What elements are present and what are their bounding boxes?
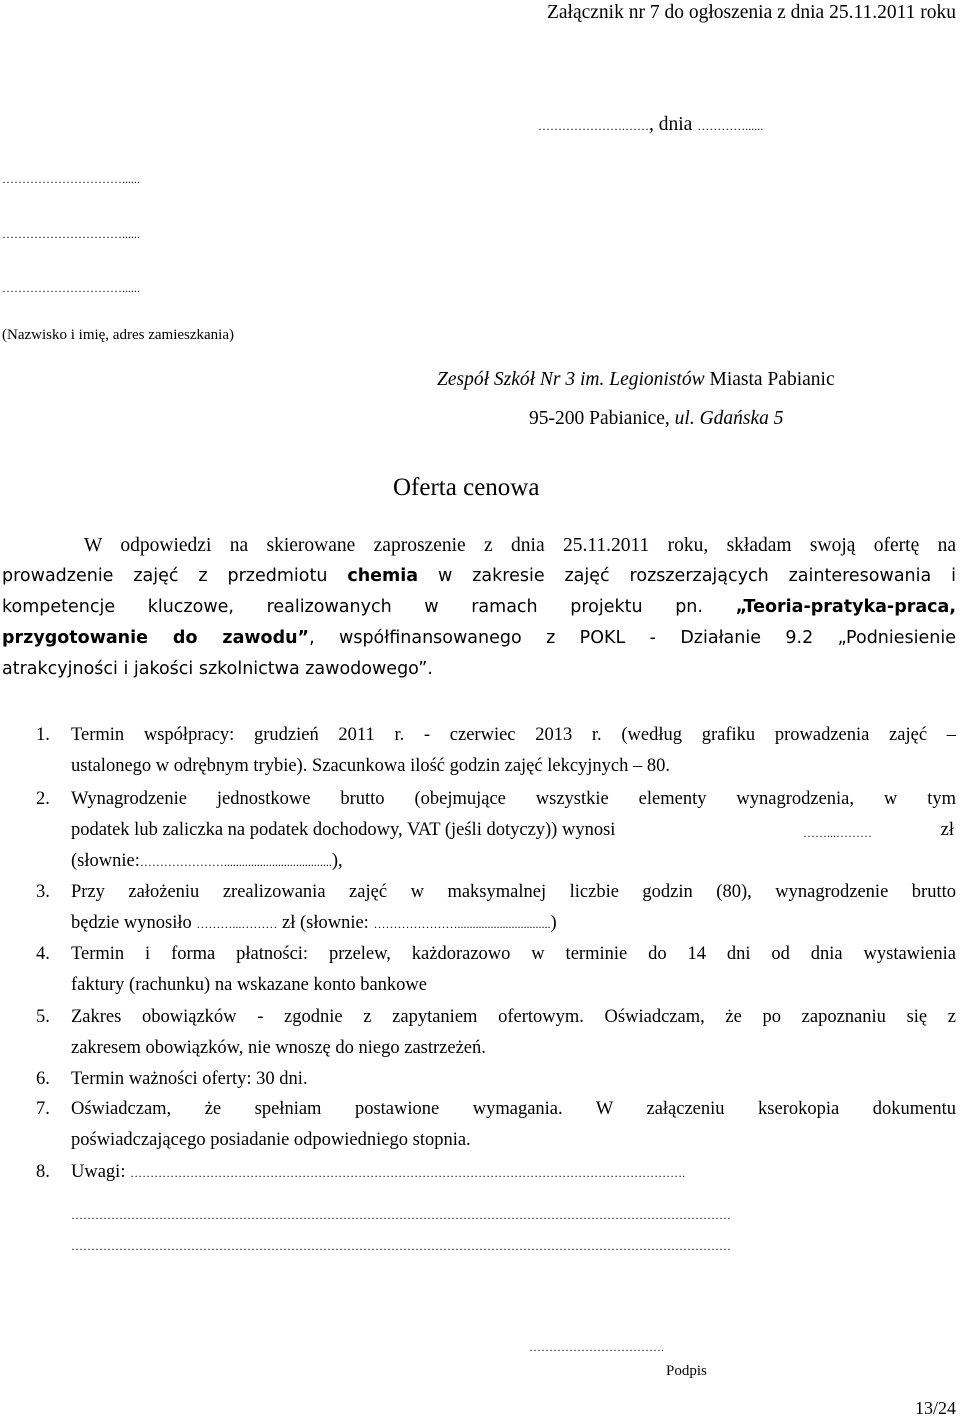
item-4-line-1: Termin i forma płatności: przelew, każdorazowo w terminie do 14 dni od dnia wystawienia bbox=[71, 944, 956, 964]
item-4-number: 4. bbox=[36, 944, 50, 964]
item-2-line-3 bbox=[71, 851, 343, 872]
place-dots: ………………….…… bbox=[538, 119, 649, 133]
item-3-amount-dots: ………...……… bbox=[196, 917, 278, 931]
item-1-line-2: ustalonego w odrębnym trybie). Szacunkowa ilość godzin zajęć lekcyjnych – 80. bbox=[71, 756, 671, 776]
signature-label: Podpis bbox=[666, 1363, 707, 1379]
item-8-uwagi: Uwagi: bbox=[71, 1162, 126, 1182]
item-8-line-1 bbox=[71, 1162, 956, 1183]
sender-label: (Nazwisko i imię, adres zamieszkania) bbox=[2, 327, 234, 343]
item-4-line-2: faktury (rachunku) na wskazane konto bankowe bbox=[71, 975, 427, 995]
item-2-zl: zł bbox=[940, 820, 954, 840]
item-8-dots-3: ………………………………………………………………………………………………………………………………………………… bbox=[71, 1239, 731, 1253]
recipient-school: Zespół Szkół Nr 3 im. Legionistów bbox=[437, 369, 705, 390]
project-name-part2: przygotowanie do zawodu” bbox=[2, 628, 310, 648]
item-2-slownie: (słownie: bbox=[71, 851, 140, 871]
sender-line-3: …………………………...... bbox=[2, 281, 140, 295]
item-3-line-2 bbox=[71, 913, 557, 934]
place-date-line bbox=[538, 114, 763, 136]
intro-l2-rest: w zakresie zajęć rozszerzających zainteresowania i bbox=[418, 566, 956, 586]
item-3-l2-text: będzie wynosiło bbox=[71, 913, 192, 933]
intro-l2-text: prowadzenie zajęć z przedmiotu bbox=[2, 566, 348, 586]
project-name-part1: „Teoria-pratyka-praca, bbox=[735, 597, 956, 617]
item-5-number: 5. bbox=[36, 1007, 50, 1027]
document-title: Oferta cenowa bbox=[393, 474, 540, 501]
item-1-line-1: Termin współpracy: grudzień 2011 r. - czerwiec 2013 r. (według grafiku prowadzenia zajęć – bbox=[71, 725, 956, 745]
intro-line-2 bbox=[2, 566, 956, 586]
subject-chemia: chemia bbox=[347, 566, 419, 586]
recipient-name bbox=[437, 369, 835, 391]
item-3-number: 3. bbox=[36, 882, 50, 902]
intro-l4-rest: , współfinansowanego z POKL - Działanie 9.2 „Podniesienie bbox=[309, 628, 956, 648]
signature-dots: ……………………………. bbox=[529, 1340, 664, 1354]
item-5-line-1: Zakres obowiązków - zgodnie z zapytaniem ofertowym. Oświadczam, że po zapoznaniu się z bbox=[71, 1007, 956, 1027]
intro-l3-text: kompetencje kluczowe, realizowanych w ramach projektu pn. bbox=[2, 597, 736, 617]
item-3-zl-slownie: zł (słownie: bbox=[282, 913, 369, 933]
page-number: 13/24 bbox=[914, 1398, 956, 1418]
item-8-dots-2: ………………………………………………………………………………………………………………………………………………… bbox=[71, 1208, 731, 1222]
item-2-line-2 bbox=[71, 820, 615, 841]
item-2-amount-dots: ……...……… bbox=[803, 826, 872, 840]
intro-line-3 bbox=[2, 597, 956, 617]
attachment-header: Załącznik nr 7 do ogłoszenia z dnia 25.11.2011 roku bbox=[546, 2, 956, 23]
intro-line-4 bbox=[2, 628, 956, 648]
street: ul. Gdańska 5 bbox=[674, 408, 784, 429]
item-6-line-1: Termin ważności oferty: 30 dni. bbox=[71, 1069, 308, 1089]
item-7-number: 7. bbox=[36, 1099, 50, 1119]
sender-line-2: …………………………...... bbox=[2, 227, 140, 241]
item-5-line-2: zakresem obowiązków, nie wnoszę do niego zastrzeżeń. bbox=[71, 1038, 486, 1058]
date-dots: …………...... bbox=[697, 119, 764, 133]
postal-code: 95-200 Pabianice, bbox=[529, 408, 675, 429]
item-3-slownie-dots: …………………............................... bbox=[373, 917, 551, 931]
item-7-line-2: poświadczającego posiadanie odpowiedniego stopnia. bbox=[71, 1130, 471, 1150]
item-2-slownie-dots: ………………….................................... bbox=[139, 855, 332, 869]
sender-line-1: …………………………...... bbox=[2, 172, 140, 186]
item-2-line-1: Wynagrodzenie jednostkowe brutto (obejmujące wszystkie elementy wynagrodzenia, w tym bbox=[71, 789, 956, 809]
recipient-address bbox=[529, 408, 784, 430]
item-3-close: ) bbox=[550, 913, 557, 933]
item-1-number: 1. bbox=[36, 725, 50, 745]
item-7-line-1: Oświadczam, że spełniam postawione wymagania. W załączeniu kserokopia dokumentu bbox=[71, 1099, 956, 1119]
item-3-line-1: Przy założeniu zrealizowania zajęć w maksymalnej liczbie godzin (80), wynagrodzenie brutto bbox=[71, 882, 956, 902]
intro-line-1: W odpowiedzi na skierowane zaproszenie z dnia 25.11.2011 roku, składam swoją ofertę na bbox=[84, 535, 956, 556]
item-2-number: 2. bbox=[36, 789, 50, 809]
item-8-dots-1: …………………………………………………………………………………………………………………………. bbox=[130, 1166, 686, 1180]
recipient-city: Miasta Pabianic bbox=[704, 369, 835, 390]
dnia-label: , dnia bbox=[649, 114, 693, 135]
item-6-number: 6. bbox=[36, 1069, 50, 1089]
item-2-l2-text: podatek lub zaliczka na podatek dochodowy, VAT (jeśli dotyczy)) wynosi bbox=[71, 820, 616, 840]
intro-line-5: atrakcyjności i jakości szkolnictwa zawodowego”. bbox=[2, 659, 433, 679]
item-2-close: ), bbox=[331, 851, 343, 871]
item-8-number: 8. bbox=[36, 1162, 50, 1182]
